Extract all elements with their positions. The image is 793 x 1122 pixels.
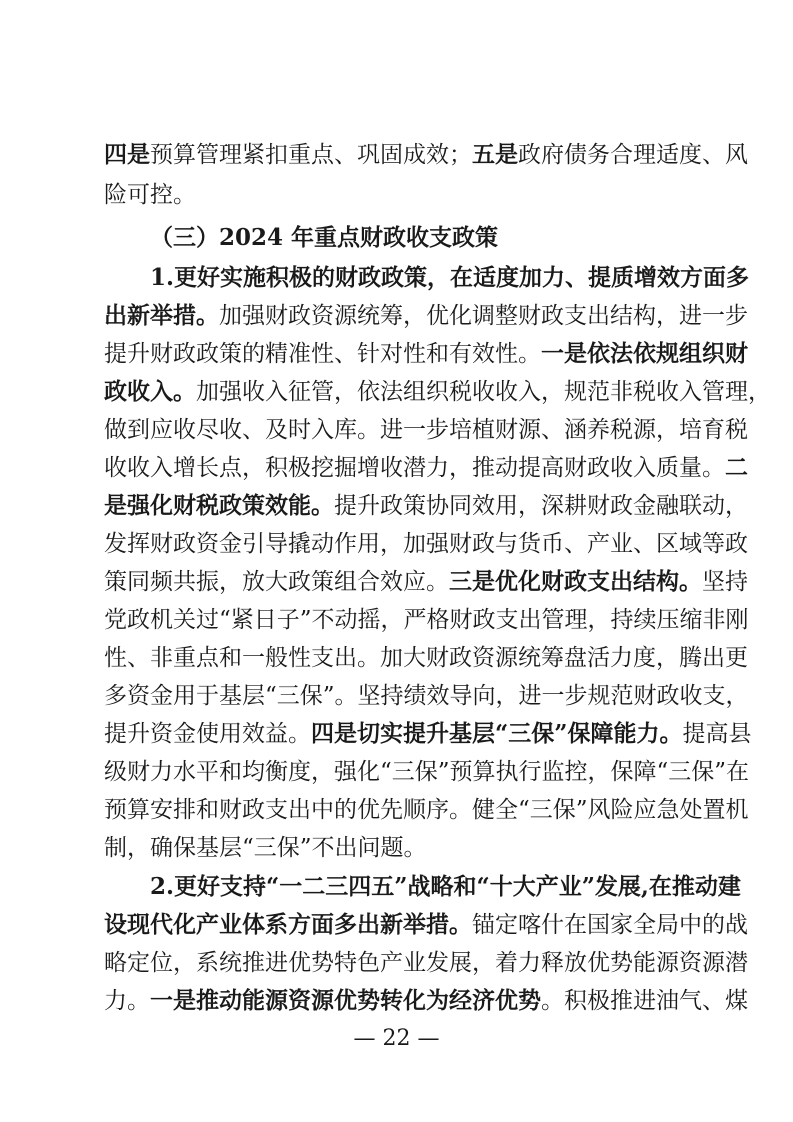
bold-run: 三是优化财政支出结构。 — [449, 568, 702, 595]
text-run: 制，确保基层“三保”不出问题。 — [104, 835, 427, 861]
text-line — [104, 453, 748, 483]
bold-run: 政收入。 — [104, 378, 196, 405]
text-line — [104, 529, 748, 559]
bold-run: 出新举措。 — [104, 302, 219, 329]
text-line — [104, 833, 696, 863]
text-run: 级财力水平和均衡度，强化“三保”预算执行监控，保障“三保”在 — [104, 759, 750, 785]
text-line — [104, 719, 752, 749]
text-line — [104, 605, 749, 635]
bold-run: 四是切实提升基层“三保”保障能力。 — [311, 720, 683, 747]
bold-run: 二 — [725, 454, 748, 481]
text-line — [150, 223, 696, 253]
section-heading: （三）2024 年重点财政收支政策 — [150, 224, 499, 251]
page-number: — 22 — — [353, 1026, 440, 1051]
bold-run: 2.更好支持“一二三四五”战略和“十大产业”发展,在推动建 — [150, 873, 741, 900]
text-run: 收收入增长点，积极挖掘增收潜力，推动提高财政收入质量。 — [104, 455, 725, 481]
text-line — [104, 339, 748, 369]
bold-run: 1.更好实施积极的财政政策，在适度加力、提质增效方面多 — [150, 264, 750, 291]
text-run: 力。 — [104, 988, 150, 1014]
text-run: 政府债务合理适度、风 — [518, 142, 748, 168]
text-run: 提高县 — [682, 721, 752, 747]
text-run: 预算管理紧扣重点、巩固成效； — [150, 142, 472, 168]
text-line — [150, 872, 741, 902]
text-run: 加强财政资源统筹，优化调整财政支出结构，进一步 — [219, 303, 748, 329]
text-run: 加强收入征管，依法组织税收收入，规范非税收入管理， — [196, 379, 771, 405]
bold-run: 是强化财税政策效能。 — [104, 492, 334, 519]
text-line — [104, 986, 748, 1016]
text-run: 党政机关过“紧日子”不动摇，严格财政支出管理，持续压缩非刚 — [104, 607, 749, 633]
text-line — [104, 567, 748, 597]
bold-run: 五是 — [472, 141, 518, 168]
text-line — [104, 757, 750, 787]
text-line — [104, 795, 749, 825]
text-run: 预算安排和财政支出中的优先顺序。健全“三保”风险应急处置机 — [104, 797, 749, 823]
text-line — [104, 377, 771, 407]
bold-run: 一是依法依规组织财 — [541, 340, 748, 367]
text-line — [104, 415, 748, 445]
text-run: 策同频共振，放大政策组合效应。 — [104, 569, 449, 595]
text-line — [104, 301, 748, 331]
text-run: 做到应收尽收、及时入库。进一步培植财源、涵养税源，培育税 — [104, 417, 748, 443]
text-line — [104, 491, 748, 521]
text-run: 锚定喀什在国家全局中的战 — [472, 912, 748, 938]
text-line — [150, 263, 750, 293]
text-run: 坚持 — [702, 569, 748, 595]
text-run: 发挥财政资金引导撬动作用，加强财政与货币、产业、区域等政 — [104, 531, 748, 557]
text-run: 提升政策协同效用，深耕财政金融联动， — [334, 493, 748, 519]
bold-run: 四是 — [104, 141, 150, 168]
text-run: 多资金用于基层“三保”。坚持绩效导向，进一步规范财政收支， — [104, 683, 749, 709]
text-run: 。积极推进油气、煤 — [541, 988, 748, 1014]
text-line — [104, 180, 696, 210]
text-line — [104, 910, 748, 940]
text-line — [104, 681, 749, 711]
bold-run: 一是推动能源资源优势转化为经济优势 — [150, 987, 541, 1014]
text-line — [104, 140, 748, 170]
text-run: 险可控。 — [104, 182, 196, 208]
text-run: 提升财政政策的精准性、针对性和有效性。 — [104, 341, 541, 367]
text-line — [104, 948, 748, 978]
text-run: 提升资金使用效益。 — [104, 721, 311, 747]
text-run: 略定位，系统推进优势特色产业发展，着力释放优势能源资源潜 — [104, 950, 748, 976]
bold-run: 设现代化产业体系方面多出新举措。 — [104, 911, 472, 938]
text-line — [104, 643, 748, 673]
text-run: 性、非重点和一般性支出。加大财政资源统筹盘活力度，腾出更 — [104, 645, 748, 671]
